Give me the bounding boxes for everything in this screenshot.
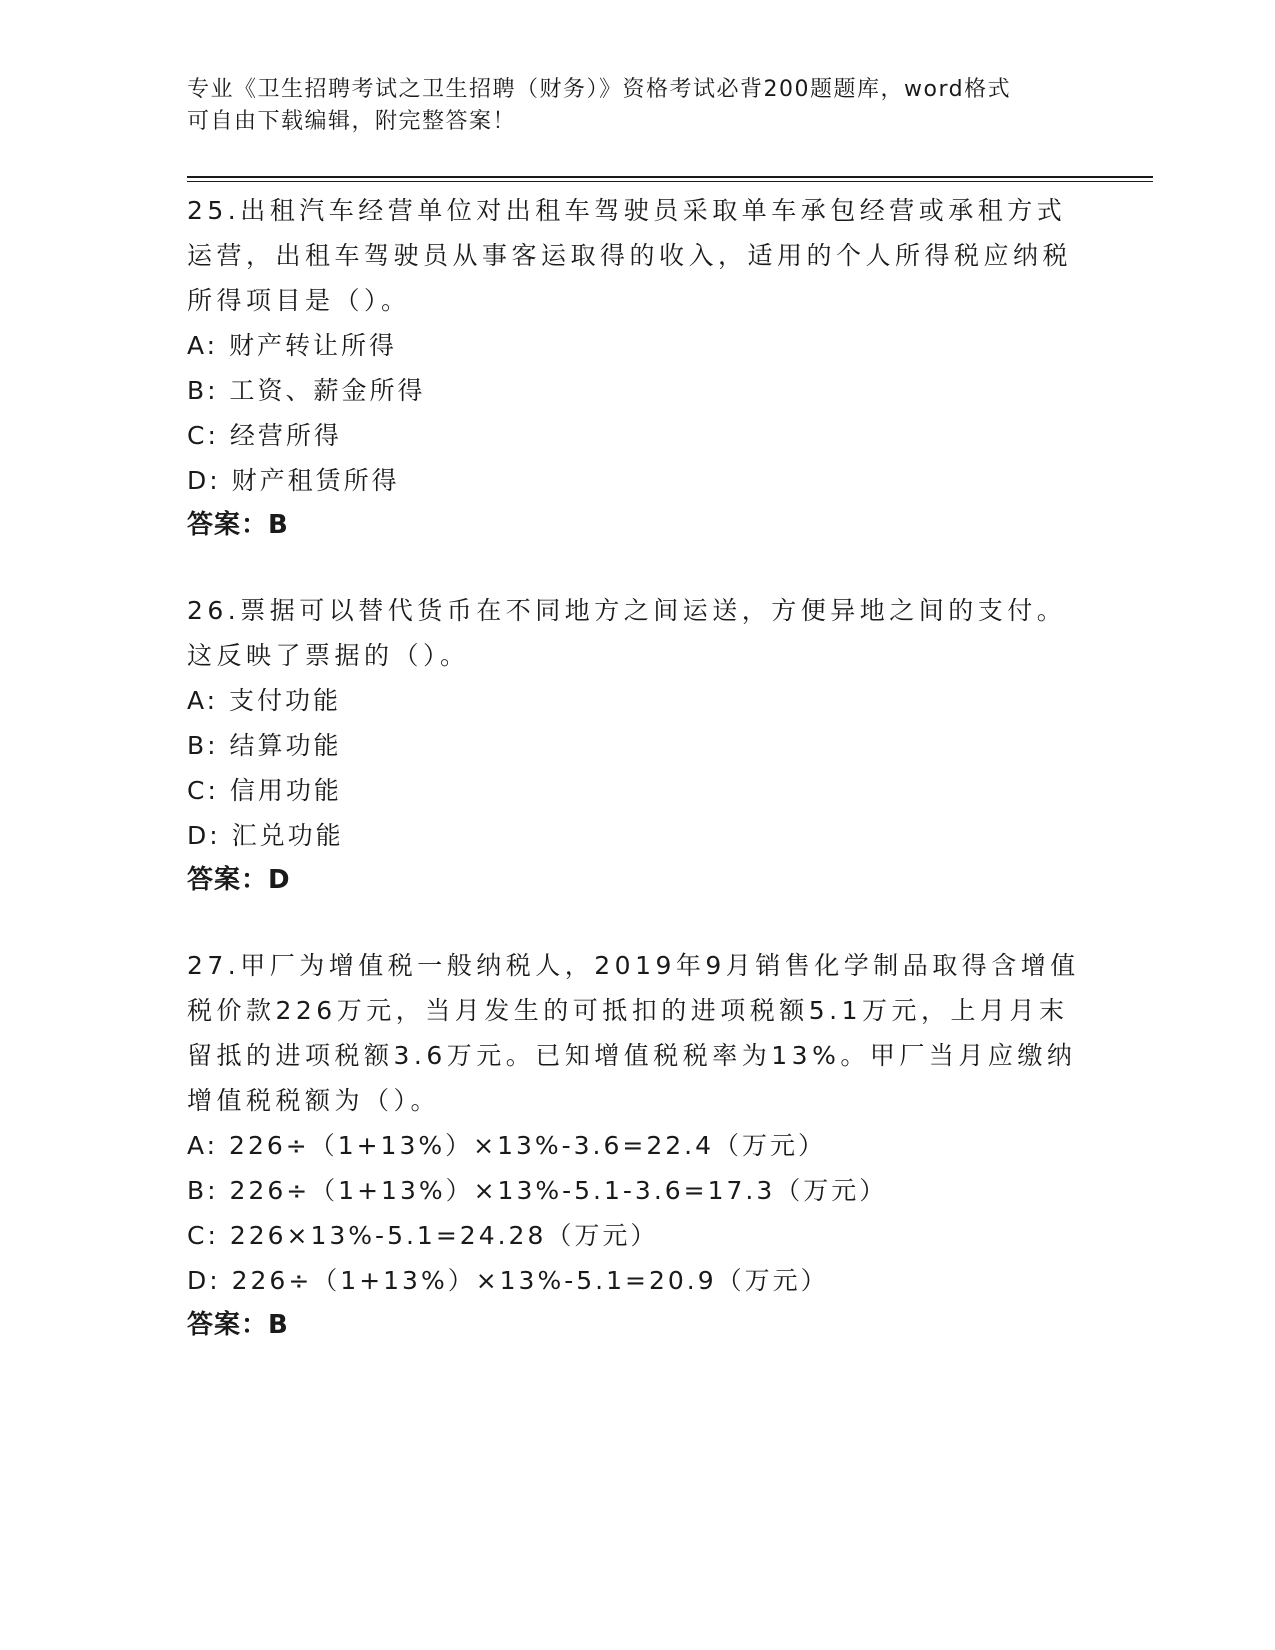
question-25 bbox=[187, 188, 1087, 548]
header-title-line-2: 可自由下载编辑，附完整答案！ bbox=[187, 109, 517, 134]
document-header bbox=[187, 74, 1067, 138]
option-b: B: 结算功能 bbox=[187, 731, 342, 760]
option-d: D: 财产租赁所得 bbox=[187, 466, 400, 495]
header-divider-thick bbox=[187, 176, 1153, 178]
option-b: B: 226÷（1+13%）×13%-5.1-3.6=17.3（万元） bbox=[187, 1176, 888, 1205]
question-text: 26.票据可以替代货币在不同地方之间运送，方便异地之间的支付。这反映了票据的（）。 bbox=[187, 596, 1067, 670]
question-27 bbox=[187, 943, 1087, 1348]
option-a: A: 财产转让所得 bbox=[187, 331, 398, 360]
answer-label: 答案：B bbox=[187, 1310, 289, 1340]
answer-label: 答案：B bbox=[187, 510, 289, 540]
option-d: D: 226÷（1+13%）×13%-5.1=20.9（万元） bbox=[187, 1266, 829, 1295]
option-c: C: 经营所得 bbox=[187, 421, 342, 450]
option-d: D: 汇兑功能 bbox=[187, 821, 344, 850]
question-text: 25.出租汽车经营单位对出租车驾驶员采取单车承包经营或承租方式运营，出租车驾驶员从事客运取得的收入，适用的个人所得税应纳税所得项目是（）。 bbox=[187, 196, 1073, 315]
question-26 bbox=[187, 588, 1087, 903]
answer-label: 答案：D bbox=[187, 865, 291, 895]
option-a: A: 支付功能 bbox=[187, 686, 342, 715]
option-a: A: 226÷（1+13%）×13%-3.6=22.4（万元） bbox=[187, 1131, 827, 1160]
question-list bbox=[187, 188, 1087, 1388]
option-c: C: 信用功能 bbox=[187, 776, 342, 805]
question-text: 27.甲厂为增值税一般纳税人，2019年9月销售化学制品取得含增值税价款226万元，当月发生的可抵扣的进项税额5.1万元，上月月末留抵的进项税额3.6万元。已知增值税税率为13%。甲厂当月应缴纳增值税税额为（）。 bbox=[187, 951, 1080, 1115]
header-divider-thin bbox=[187, 181, 1153, 182]
option-c: C: 226×13%-5.1=24.28（万元） bbox=[187, 1221, 659, 1250]
header-title-line-1: 专业《卫生招聘考试之卫生招聘（财务）》资格考试必背200题题库，word格式 bbox=[187, 77, 1012, 102]
option-b: B: 工资、薪金所得 bbox=[187, 376, 426, 405]
